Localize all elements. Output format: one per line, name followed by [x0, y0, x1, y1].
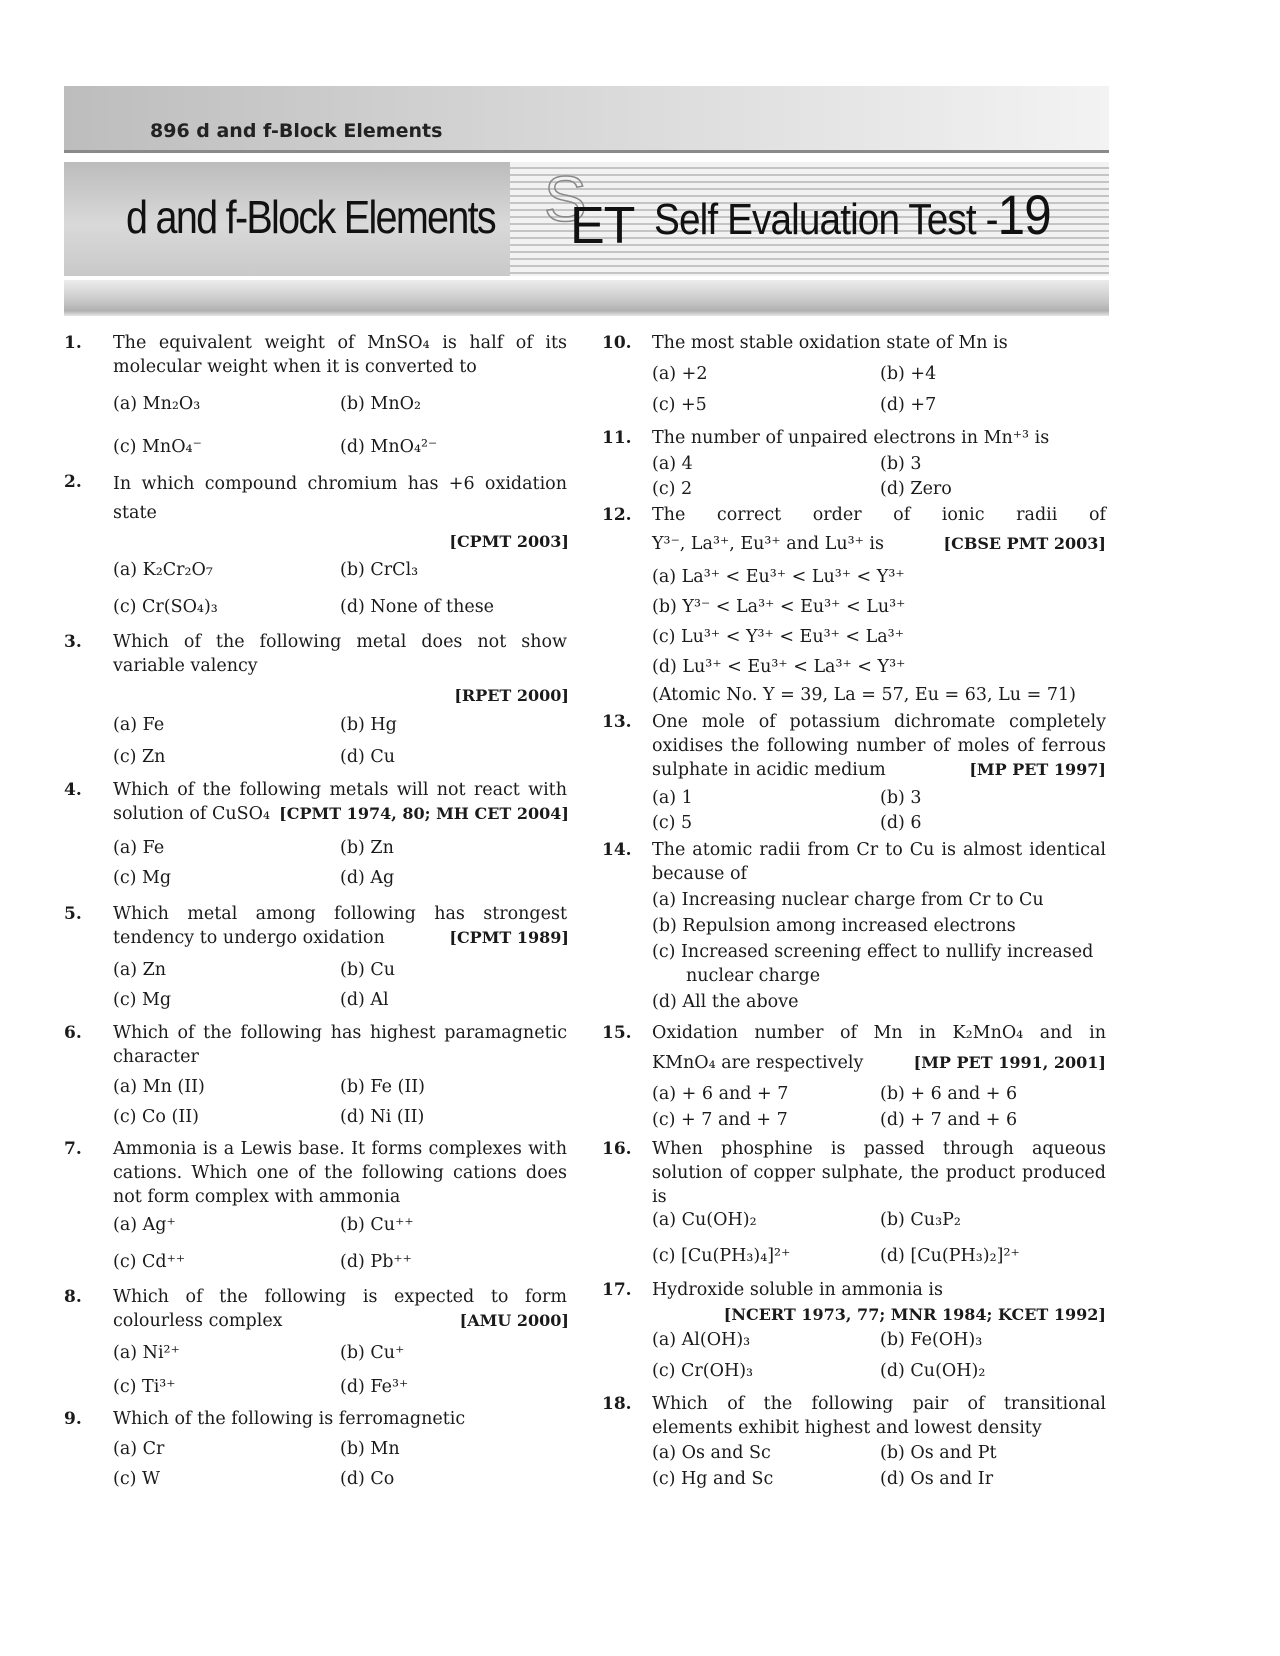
option: (b) Fe(OH)₃ — [880, 1330, 983, 1350]
option: (b) Cu⁺⁺ — [340, 1215, 414, 1235]
note: (Atomic No. Y = 39, La = 57, Eu = 63, Lu = 71) — [652, 685, 1076, 705]
option: (d) Al — [340, 990, 389, 1010]
question-number: 6. — [64, 1023, 82, 1043]
header-rule — [64, 150, 1109, 153]
question-number: 16. — [602, 1139, 632, 1159]
option: (b) + 6 and + 6 — [880, 1084, 1018, 1104]
option: (d) Zero — [880, 479, 952, 499]
option: (d) [Cu(PH₃)₂]²⁺ — [880, 1246, 1020, 1266]
question-number: 1. — [64, 333, 82, 353]
option: (c) Lu³⁺ < Y³⁺ < Eu³⁺ < La³⁺ — [652, 627, 904, 647]
option: (b) +4 — [880, 364, 937, 384]
option: (c) Cr(SO₄)₃ — [113, 597, 218, 617]
option: (a) Ag⁺ — [113, 1215, 176, 1235]
set-logo — [544, 163, 654, 270]
option: (b) Cu₃P₂ — [880, 1210, 961, 1230]
option: (d) Ni (II) — [340, 1107, 425, 1127]
set-logo-s: S — [544, 163, 587, 235]
question-number: 3. — [64, 632, 82, 652]
chapter-title: d and f-Block Elements — [126, 191, 495, 243]
option: (b) Repulsion among increased electrons — [652, 916, 1016, 936]
exam-tag: [CPMT 1989] — [449, 928, 569, 947]
option: (b) Y³⁻ < La³⁺ < Eu³⁺ < Lu³⁺ — [652, 597, 906, 617]
test-number: 19 — [997, 183, 1051, 246]
option: (c) Cr(OH)₃ — [652, 1361, 754, 1381]
question-number: 8. — [64, 1287, 82, 1307]
option: (a) Cr — [113, 1439, 165, 1459]
option: (c) Mg — [113, 990, 172, 1010]
option: (a) Fe — [113, 715, 165, 735]
set-logo-et: ET — [570, 197, 635, 255]
question-number: 18. — [602, 1394, 632, 1414]
option: (c) Cd⁺⁺ — [113, 1252, 186, 1272]
option: (a) Cu(OH)₂ — [652, 1210, 757, 1230]
exam-tag: [NCERT 1973, 77; MNR 1984; KCET 1992] — [723, 1305, 1106, 1324]
chapter-banner — [64, 162, 1109, 276]
option: (b) Zn — [340, 838, 394, 858]
option: (a) Os and Sc — [652, 1443, 771, 1463]
exam-tag: [CPMT 2003] — [449, 532, 569, 551]
question-number: 9. — [64, 1409, 82, 1429]
option: (a) 1 — [652, 788, 693, 808]
question-text: Ammonia is a Lewis base. It forms complexes with cations. Which one of the following cations does not form complex with ammonia — [113, 1139, 567, 1207]
question-text: The equivalent weight of MnSO₄ is half of its molecular weight when it is converted to — [113, 333, 567, 377]
option: (c) + 7 and + 7 — [652, 1110, 788, 1130]
option: (b) Mn — [340, 1439, 400, 1459]
option: (b) MnO₂ — [340, 394, 421, 414]
option: (b) Fe (II) — [340, 1077, 426, 1097]
question-text: The correct order of ionic radii of — [652, 505, 1106, 525]
option: (d) Os and Ir — [880, 1469, 994, 1489]
option: (a) La³⁺ < Eu³⁺ < Lu³⁺ < Y³⁺ — [652, 567, 905, 587]
option: (b) Hg — [340, 715, 397, 735]
question-number: 14. — [602, 840, 632, 860]
option: (a) Mn (II) — [113, 1077, 205, 1097]
header-band — [64, 86, 1109, 152]
option: (b) 3 — [880, 788, 922, 808]
option: (c) Co (II) — [113, 1107, 199, 1127]
running-head: 896 d and f-Block Elements — [150, 120, 443, 142]
question-number: 5. — [64, 904, 82, 924]
option: (a) Al(OH)₃ — [652, 1330, 751, 1350]
option: (d) MnO₄²⁻ — [340, 437, 438, 457]
banner-left-panel — [64, 162, 510, 276]
question-text: Which of the following is expected to form colourless complex — [113, 1287, 567, 1331]
option: (a) + 6 and + 7 — [652, 1084, 789, 1104]
option: (d) + 7 and + 6 — [880, 1110, 1018, 1130]
option: (c) Ti³⁺ — [113, 1377, 176, 1397]
question-text: Which of the following is ferromagnetic — [113, 1409, 466, 1429]
exam-tag: [CPMT 1974, 80; MH CET 2004] — [279, 804, 569, 823]
option: (a) Ni²⁺ — [113, 1343, 180, 1363]
option: (b) CrCl₃ — [340, 560, 419, 580]
question-number: 17. — [602, 1280, 632, 1300]
question-text: The atomic radii from Cr to Cu is almost identical because of — [652, 840, 1106, 884]
test-title-text: Self Evaluation Test - — [654, 195, 998, 244]
question-text: One mole of potassium dichromate completely oxidises the following number of moles of ferrous sulphate in acidic medium — [652, 712, 1106, 780]
question-text: Oxidation number of Mn in K₂MnO₄ and in — [652, 1023, 1106, 1043]
option: (b) Cu⁺ — [340, 1343, 405, 1363]
option: (c) 5 — [652, 813, 693, 833]
option: (c) 2 — [652, 479, 693, 499]
option: (d) Fe³⁺ — [340, 1377, 409, 1397]
option-continued: nuclear charge — [686, 966, 821, 986]
question-text: Which of the following metal does not show variable valency — [113, 632, 567, 676]
option: (d) All the above — [652, 992, 799, 1012]
option: (d) 6 — [880, 813, 922, 833]
option: (c) Hg and Sc — [652, 1469, 774, 1489]
question-text: Which of the following pair of transitional elements exhibit highest and lowest density — [652, 1394, 1106, 1438]
question-number: 10. — [602, 333, 632, 353]
option: (c) W — [113, 1469, 161, 1489]
banner-underbar — [64, 280, 1109, 316]
option: (d) Pb⁺⁺ — [340, 1252, 412, 1272]
question-text: When phosphine is passed through aqueous solution of copper sulphate, the product produced is — [652, 1139, 1106, 1207]
question-number: 4. — [64, 780, 82, 800]
question-text: Which of the following metals will not react with solution of CuSO₄ — [113, 780, 567, 824]
question-text: Which of the following has highest paramagnetic character — [113, 1023, 567, 1067]
question-number: 7. — [64, 1139, 82, 1159]
option: (d) Ag — [340, 868, 395, 888]
option: (c) MnO₄⁻ — [113, 437, 202, 457]
option: (d) Cu — [340, 747, 396, 767]
option: (a) Zn — [113, 960, 167, 980]
option: (c) Zn — [113, 747, 166, 767]
option: (b) 3 — [880, 454, 922, 474]
option: (d) +7 — [880, 395, 937, 415]
test-title — [654, 182, 1051, 247]
option: (a) K₂Cr₂O₇ — [113, 560, 213, 580]
exam-tag: [MP PET 1997] — [969, 760, 1106, 779]
option: (d) Lu³⁺ < Eu³⁺ < La³⁺ < Y³⁺ — [652, 657, 906, 677]
question-text-continued: KMnO₄ are respectively — [652, 1053, 864, 1073]
exam-tag: [MP PET 1991, 2001] — [913, 1053, 1106, 1072]
option: (c) [Cu(PH₃)₄]²⁺ — [652, 1246, 791, 1266]
exam-tag: [AMU 2000] — [459, 1311, 569, 1330]
question-text-continued: Y³⁻, La³⁺, Eu³⁺ and Lu³⁺ is — [652, 534, 884, 554]
option: (a) Mn₂O₃ — [113, 394, 201, 414]
question-number: 13. — [602, 712, 632, 732]
option: (d) None of these — [340, 597, 495, 617]
exam-tag: [RPET 2000] — [454, 686, 569, 705]
question-number: 12. — [602, 505, 632, 525]
option: (a) Fe — [113, 838, 165, 858]
option: (c) Mg — [113, 868, 172, 888]
question-text: Which metal among following has strongest tendency to undergo oxidation — [113, 904, 567, 948]
exam-tag: [CBSE PMT 2003] — [943, 534, 1106, 553]
option: (c) +5 — [652, 395, 707, 415]
question-text: Hydroxide soluble in ammonia is — [652, 1280, 943, 1300]
option: (a) Increasing nuclear charge from Cr to Cu — [652, 890, 1044, 910]
option: (b) Os and Pt — [880, 1443, 997, 1463]
option: (c) Increased screening effect to nullify increased — [652, 942, 1094, 962]
option: (d) Co — [340, 1469, 395, 1489]
option: (a) 4 — [652, 454, 693, 474]
option: (d) Cu(OH)₂ — [880, 1361, 986, 1381]
question-text: The number of unpaired electrons in Mn⁺³ is — [652, 428, 1050, 448]
question-number: 2. — [64, 472, 82, 492]
question-number: 15. — [602, 1023, 632, 1043]
option: (b) Cu — [340, 960, 396, 980]
question-text: In which compound chromium has +6 oxidation state — [113, 474, 567, 523]
question-text: The most stable oxidation state of Mn is — [652, 333, 1008, 353]
question-number: 11. — [602, 428, 632, 448]
option: (a) +2 — [652, 364, 708, 384]
